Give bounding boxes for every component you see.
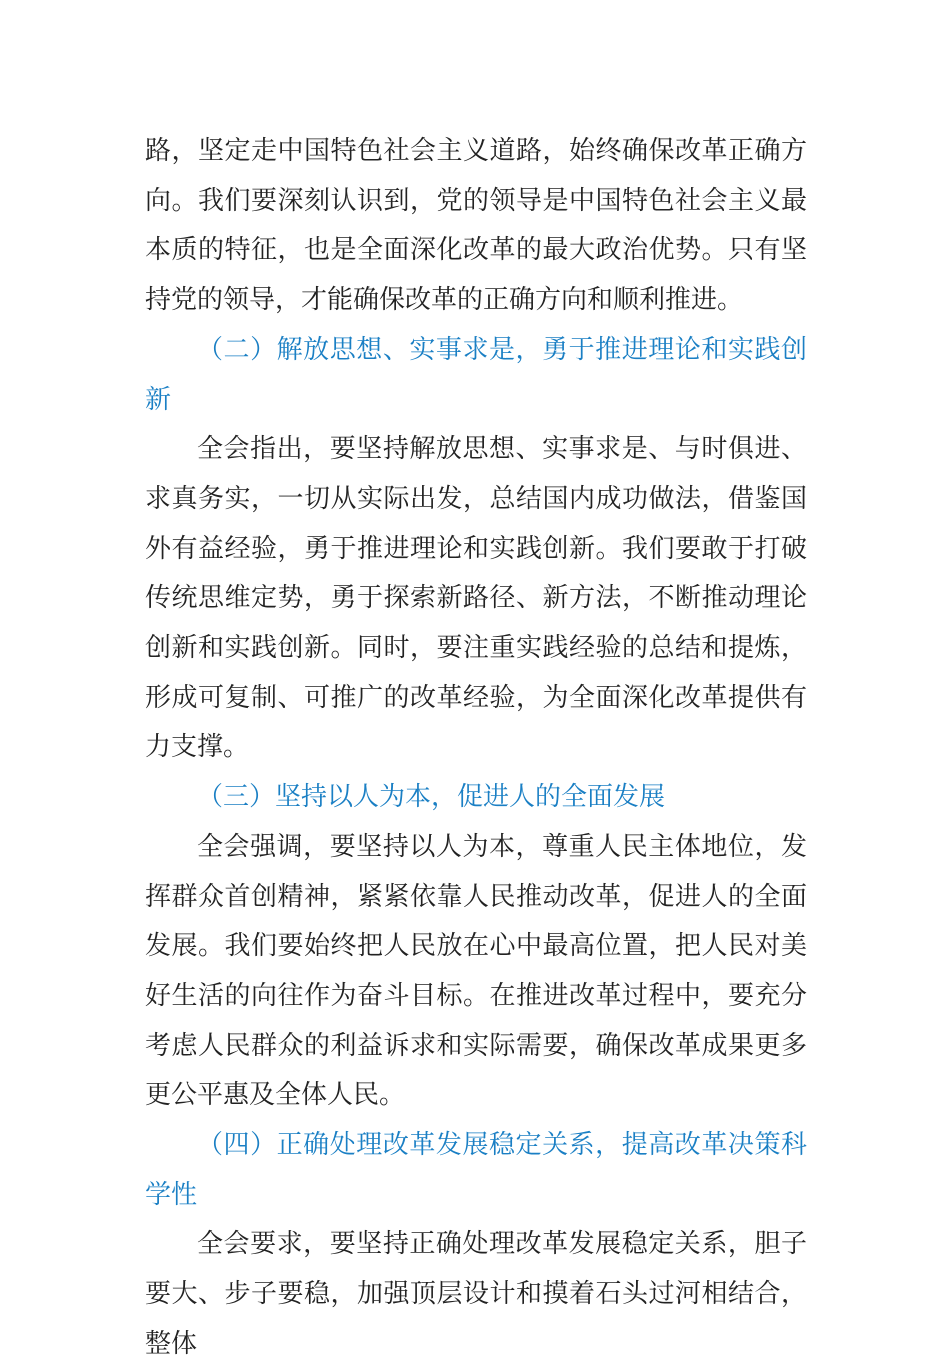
paragraph-section-4: 全会要求，要坚持正确处理改革发展稳定关系，胆子要大、步子要稳，加强顶层设计和摸着石头过河相结合，整体 [145,1229,807,1359]
paragraph-section-3: 全会强调，要坚持以人为本，尊重人民主体地位，发挥群众首创精神，紧紧依靠人民推动改革，促进人的全面发展。我们要始终把人民放在心中最高位置，把人民对美好生活的向往作为奋斗目标。在推进改革过程中，要充分考虑人民群众的利益诉求和实际需要，确保改革成果更多更公平惠及全体人民。 [145,831,807,1111]
paragraph-section-2: 全会指出，要坚持解放思想、实事求是、与时俱进、求真务实，一切从实际出发，总结国内成功做法，借鉴国外有益经验，勇于推进理论和实践创新。我们要敢于打破传统思维定势，勇于探索新路径、新方法，不断推动理论创新和实践创新。同时，要注重实践经验的总结和提炼，形成可复制、可推广的改革经验，为全面深化改革提供有力支撑。 [145,434,807,763]
paragraph-continued: 路，坚定走中国特色社会主义道路，始终确保改革正确方向。我们要深刻认识到，党的领导是中国特色社会主义最本质的特征，也是全面深化改革的最大政治优势。只有坚持党的领导，才能确保改革的正确方向和顺利推进。 [145,136,807,316]
section-heading-2: （二）解放思想、实事求是，勇于推进理论和实践创新 [145,334,807,415]
document-body [145,127,807,1370]
section-heading-3: （三）坚持以人为本，促进人的全面发展 [197,782,666,813]
section-heading-4: （四）正确处理改革发展稳定关系，提高改革决策科学性 [145,1130,807,1210]
